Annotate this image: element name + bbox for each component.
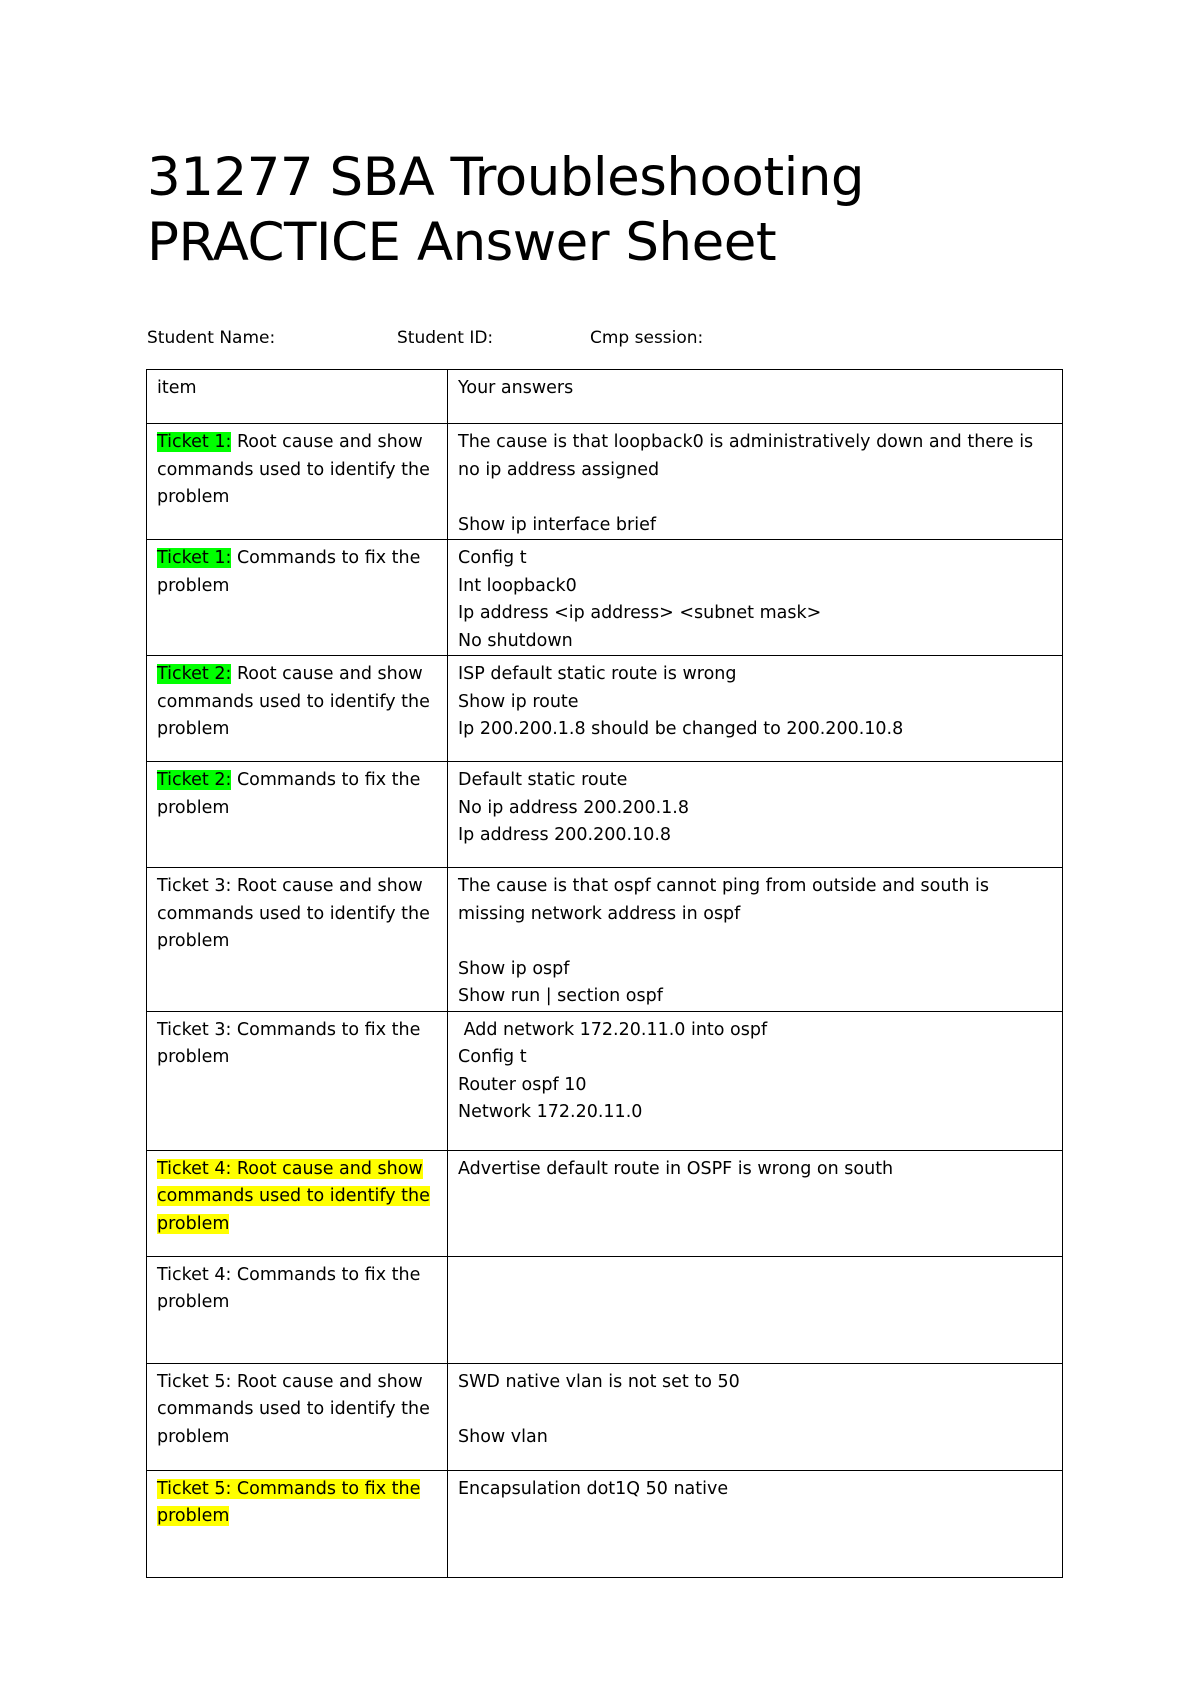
table-row bbox=[147, 656, 1063, 762]
item-text: Ticket 3: Root cause and show commands used to identify the problem bbox=[157, 876, 430, 951]
answer-line: Network 172.20.11.0 bbox=[458, 1102, 643, 1122]
title-line-1: 31277 SBA Troubleshooting bbox=[147, 147, 865, 208]
item-cell bbox=[147, 1363, 448, 1470]
ticket-highlight: Ticket 1: bbox=[157, 548, 232, 568]
title-line-2: PRACTICE Answer Sheet bbox=[147, 212, 777, 273]
student-name-label: Student Name: bbox=[147, 328, 276, 348]
table-row bbox=[147, 762, 1063, 868]
header-answers-label: Your answers bbox=[458, 378, 574, 398]
answer-line: Add network 172.20.11.0 into ospf bbox=[458, 1019, 768, 1040]
answers-table bbox=[146, 369, 1063, 1578]
item-cell bbox=[147, 1256, 448, 1363]
item-cell bbox=[147, 868, 448, 1012]
table-row bbox=[147, 1256, 1063, 1363]
answer-line: Show run | section ospf bbox=[458, 986, 663, 1006]
answer-line: Int loopback0 bbox=[458, 575, 577, 596]
answer-line: Ip address 200.200.10.8 bbox=[458, 825, 672, 845]
answer-cell bbox=[448, 1150, 1063, 1256]
answer-line: SWD native vlan is not set to 50 bbox=[458, 1371, 740, 1392]
table-row bbox=[147, 1363, 1063, 1470]
item-text: Commands to fix the problem bbox=[157, 770, 421, 818]
answer-cell bbox=[448, 1363, 1063, 1470]
answer-line bbox=[458, 928, 1052, 956]
header-item-label: item bbox=[157, 378, 197, 398]
item-cell bbox=[147, 424, 448, 540]
answer-cell bbox=[448, 424, 1063, 540]
item-cell bbox=[147, 762, 448, 868]
answer-cell bbox=[448, 540, 1063, 656]
student-id-label: Student ID: bbox=[397, 328, 494, 348]
answer-line: Router ospf 10 bbox=[458, 1074, 587, 1095]
table-row bbox=[147, 868, 1063, 1012]
item-cell bbox=[147, 1470, 448, 1577]
table-row bbox=[147, 540, 1063, 656]
answer-cell bbox=[448, 1011, 1063, 1150]
answer-line: Ip 200.200.1.8 should be changed to 200.200.10.8 bbox=[458, 719, 904, 739]
table-row bbox=[147, 1011, 1063, 1150]
answer-line: Ip address <ip address> <subnet mask> bbox=[458, 603, 822, 623]
item-text: Ticket 5: Root cause and show commands used to identify the problem bbox=[157, 1371, 430, 1447]
item-cell bbox=[147, 656, 448, 762]
answer-cell bbox=[448, 762, 1063, 868]
page-title bbox=[147, 145, 1107, 275]
answer-line: ISP default static route is wrong bbox=[458, 664, 737, 684]
answer-line bbox=[458, 1396, 1052, 1424]
answer-cell bbox=[448, 868, 1063, 1012]
answer-line bbox=[458, 484, 1052, 512]
table-row bbox=[147, 1150, 1063, 1256]
table-header-row bbox=[147, 370, 1063, 424]
answer-line: Encapsulation dot1Q 50 native bbox=[458, 1478, 729, 1499]
cmp-session-label: Cmp session: bbox=[590, 328, 704, 348]
table-row bbox=[147, 424, 1063, 540]
item-text: Ticket 4: Commands to fix the problem bbox=[157, 1264, 421, 1312]
header-item bbox=[147, 370, 448, 424]
item-text: Ticket 3: Commands to fix the problem bbox=[157, 1019, 421, 1067]
item-text-highlighted: Ticket 4: Root cause and show commands used to identify the problem bbox=[157, 1158, 430, 1234]
answer-line: Advertise default route in OSPF is wrong on south bbox=[458, 1158, 894, 1179]
item-text-highlighted: Ticket 5: Commands to fix the problem bbox=[157, 1478, 421, 1526]
header-answers bbox=[448, 370, 1063, 424]
answer-line: No shutdown bbox=[458, 630, 573, 651]
item-cell bbox=[147, 1011, 448, 1150]
answer-line: The cause is that ospf cannot ping from outside and south is missing network address in ospf bbox=[458, 876, 995, 924]
item-cell bbox=[147, 540, 448, 656]
item-text: Commands to fix the problem bbox=[157, 548, 421, 596]
answer-cell bbox=[448, 1256, 1063, 1363]
table-row bbox=[147, 1470, 1063, 1577]
answer-line: Show ip route bbox=[458, 691, 579, 712]
ticket-highlight: Ticket 2: bbox=[157, 664, 232, 684]
answer-line: Default static route bbox=[458, 770, 628, 790]
item-text: Root cause and show commands used to identify the problem bbox=[157, 664, 430, 739]
item-text: Root cause and show commands used to identify the problem bbox=[157, 432, 430, 507]
ticket-highlight: Ticket 1: bbox=[157, 432, 232, 452]
answer-line: Show ip ospf bbox=[458, 958, 570, 979]
answer-line: Config t bbox=[458, 548, 527, 568]
answer-line: Show ip interface brief bbox=[458, 514, 657, 535]
ticket-highlight: Ticket 2: bbox=[157, 770, 232, 790]
answer-line: No ip address 200.200.1.8 bbox=[458, 797, 689, 818]
answer-line: Config t bbox=[458, 1047, 527, 1067]
answer-cell bbox=[448, 656, 1063, 762]
answer-line: The cause is that loopback0 is administratively down and there is no ip address assigned bbox=[458, 432, 1039, 480]
answer-line: Show vlan bbox=[458, 1426, 548, 1447]
answer-cell bbox=[448, 1470, 1063, 1577]
item-cell bbox=[147, 1150, 448, 1256]
